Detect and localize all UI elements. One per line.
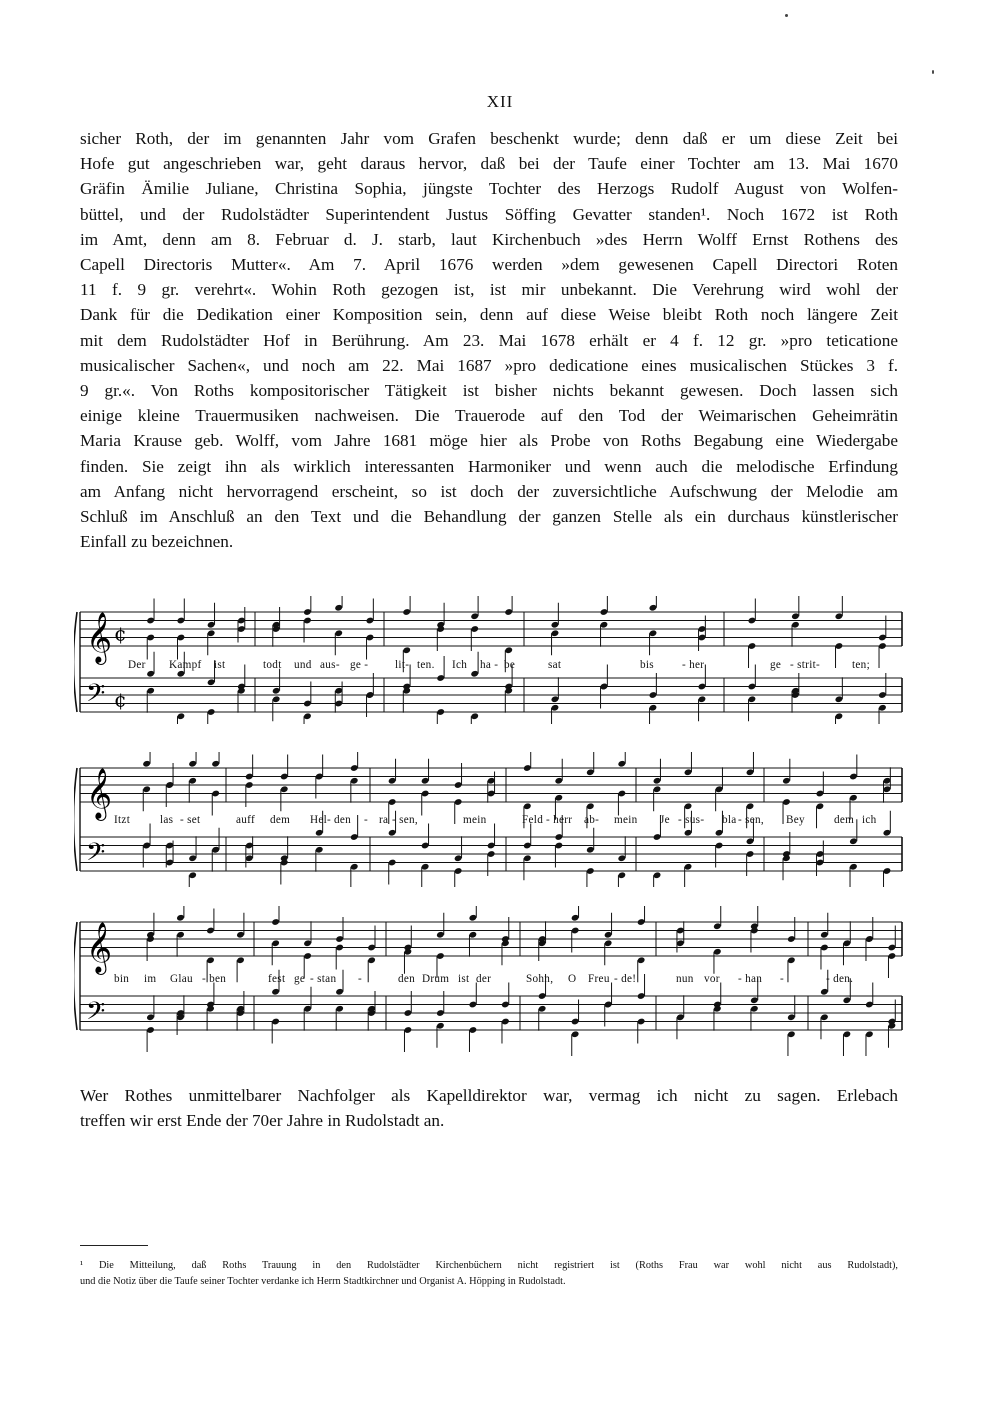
lyric: dem xyxy=(270,814,291,826)
brace xyxy=(74,922,77,1030)
lyric: aus- xyxy=(320,659,340,671)
treble-clef: 𝄞 xyxy=(86,612,113,663)
closing-paragraph xyxy=(80,1083,898,1133)
lyric: fest xyxy=(268,973,286,985)
text-line: Gräfin Ämilie Juliane, Christina Sophia, jüngste Tochter des Herzogs Rudolf August von Wolfen- xyxy=(80,179,898,199)
lyric: Je xyxy=(660,814,670,826)
lyric: - sen, xyxy=(392,814,419,826)
time-signature: ¢ xyxy=(114,687,127,712)
lyric: bla xyxy=(722,814,737,826)
lyric: - han xyxy=(738,973,763,985)
lyric: todt xyxy=(263,659,282,671)
text-line: Capell Directoris Mutter«. Am 7. April 1676 werden »dem gewesenen Capell Directori Roten xyxy=(80,255,898,275)
lyric: - strit- xyxy=(790,659,821,671)
lyric: ten. xyxy=(417,659,435,671)
text-line: Maria Krause geb. Wolff, vom Jahre 1681 möge hier als Probe von Roths Begabung eine Wiedergabe xyxy=(80,431,898,451)
bass-clef: 𝄢 xyxy=(86,997,106,1032)
text-line: sicher Roth, der im genannten Jahr vom Grafen beschenkt wurde; denn daß er um diese Zeit bei xyxy=(80,129,898,148)
lyric: las xyxy=(160,814,174,826)
text-line: einige kleine Trauermusiken nachweisen. Die Trauerode auf den Tod der Weimarischen Geheimrätin xyxy=(80,406,898,426)
lyric: nun xyxy=(676,973,694,985)
lyric: - de! xyxy=(614,973,637,985)
lyric: Drum xyxy=(422,973,450,985)
lyric: - ben xyxy=(202,973,227,985)
print-speck xyxy=(785,14,788,17)
footnote xyxy=(80,1258,898,1290)
lyric: - sus- xyxy=(678,814,705,826)
lyric: mein xyxy=(614,814,638,826)
lyric: be xyxy=(504,659,516,671)
lyric: auff xyxy=(236,814,256,826)
lyric: Glau xyxy=(170,973,193,985)
text-line: Einfall zu bezeichnen. xyxy=(80,532,234,552)
text-line: treffen wir erst Ende der 70er Jahre in Rudolstadt an. xyxy=(80,1111,445,1131)
text-line: Schluß im Anschluß an den Text und die Behandlung der ganzen Stelle als ein durchaus künstlerischer xyxy=(80,507,898,527)
lyric: - her xyxy=(682,659,705,671)
lyric: Bey xyxy=(786,814,805,826)
lyric: dem xyxy=(834,814,855,826)
footnote-line: und die Notiz über die Taufe seiner Tochter verdanke ich Herrn Stadtkirchner und Organist A. Höpping in Rudolstadt. xyxy=(80,1276,566,1287)
lyric: und xyxy=(294,659,312,671)
lyric: ten; xyxy=(852,659,870,671)
treble-clef: 𝄞 xyxy=(86,768,113,819)
text-line: finden. Sie zeigt ihn als wirklich interessanten Harmoniker und wenn auch die melodische Erfindung xyxy=(80,456,898,476)
music-system-1 xyxy=(74,596,904,724)
lyric: vor xyxy=(704,973,720,985)
lyric: - herr xyxy=(546,814,573,826)
lyric: ab- xyxy=(584,814,600,826)
lyric: ra xyxy=(379,814,389,826)
page-number: XII xyxy=(486,92,514,111)
bass-clef: 𝄢 xyxy=(86,838,106,873)
treble-clef: 𝄞 xyxy=(86,922,113,973)
lyric: bis xyxy=(640,659,654,671)
lyric: ge - xyxy=(350,659,369,671)
lyric: - xyxy=(364,814,369,826)
text-line: mit dem Rudolstädter Hof in Berührung. Am 23. Mai 1678 erhält er 4 f. 12 gr. »pro teticatione xyxy=(80,330,898,350)
body-paragraph xyxy=(80,126,898,554)
text-line: am Anfang nicht hervorragend erscheint, so ist doch der zuversichtliche Aufschwung der Melodie am xyxy=(80,481,898,501)
lyric: lit- xyxy=(395,659,410,671)
lyric: - xyxy=(358,973,363,985)
lyric: ge xyxy=(294,973,306,985)
text-line: Hofe gut angeschrieben war, geht daraus hervor, daß bei der Taufe einer Tochter am 13. Mai 1670 xyxy=(80,154,898,174)
text-line: musicalischer Sachen«, und noch am 22. Mai 1687 »pro dedicatione eines musicalischen Stückes 3 f. xyxy=(80,355,898,375)
text-line: büttel, und der Rudolstädter Superintendent Justus Söffing Gevatter standen¹. Noch 1672 ist Roth xyxy=(80,204,898,224)
text-line: im Amt, denn am 8. Februar d. J. starb, laut Kirchenbuch »des Herrn Wolff Ernst Rothens des xyxy=(80,229,898,249)
lyric: ist xyxy=(458,973,470,985)
lyric: Feld xyxy=(522,814,544,826)
lyric: der xyxy=(476,973,492,985)
lyric: ist xyxy=(214,659,226,671)
footnote-line: ¹ Die Mitteilung, daß Roths Trauung in den Rudolstädter Kirchenbüchern nicht registriert ist (Roths Frau war wohl nicht aus Rudolstadt), xyxy=(80,1260,898,1271)
text-line: Dank für die Dedikation einer Komposition sein, denn auf diese Weise bleibt Roth noch längere Zeit xyxy=(80,305,898,325)
lyric: - xyxy=(780,973,785,985)
print-speck xyxy=(932,70,934,74)
brace xyxy=(74,768,77,871)
lyric: Itzt xyxy=(114,814,131,826)
lyric: Der xyxy=(128,659,146,671)
lyric: Sohn, xyxy=(526,973,554,985)
lyric: Ich xyxy=(452,659,468,671)
lyric: im xyxy=(144,973,157,985)
lyric: Hel- xyxy=(310,814,332,826)
music-system-3 xyxy=(74,906,904,1056)
lyric: - set xyxy=(180,814,201,826)
lyric: - den. xyxy=(826,973,854,985)
footnote-rule xyxy=(80,1245,148,1246)
lyric: - stan xyxy=(310,973,337,985)
lyric: ge xyxy=(770,659,782,671)
music-system-2 xyxy=(74,752,904,887)
lyric: mein xyxy=(463,814,487,826)
lyric: O xyxy=(568,973,577,985)
lyric: ich xyxy=(862,814,877,826)
text-line: 9 gr.«. Von Roths kompositorischer Tätigkeit ist bisher nichts bekannt gewesen. Doch lassen sich xyxy=(80,381,898,401)
lyric: ha - xyxy=(480,659,499,671)
lyric: Kampf xyxy=(169,659,202,671)
lyric: Freu xyxy=(588,973,610,985)
text-line: 11 f. 9 gr. verehrt«. Wohin Roth gezogen ist, ist mir unbekannt. Die Verehrung wird wohl der xyxy=(80,280,898,300)
time-signature: ¢ xyxy=(114,621,127,646)
lyric: bin xyxy=(114,973,130,985)
lyric: - sen, xyxy=(738,814,765,826)
bass-clef: 𝄢 xyxy=(86,679,106,714)
lyric: den xyxy=(334,814,352,826)
lyric: den xyxy=(398,973,416,985)
text-line: Wer Rothes unmittelbarer Nachfolger als Kapelldirektor war, vermag ich nicht zu sagen. Erlebach xyxy=(80,1086,898,1105)
brace xyxy=(74,612,77,712)
lyric: sat xyxy=(548,659,562,671)
